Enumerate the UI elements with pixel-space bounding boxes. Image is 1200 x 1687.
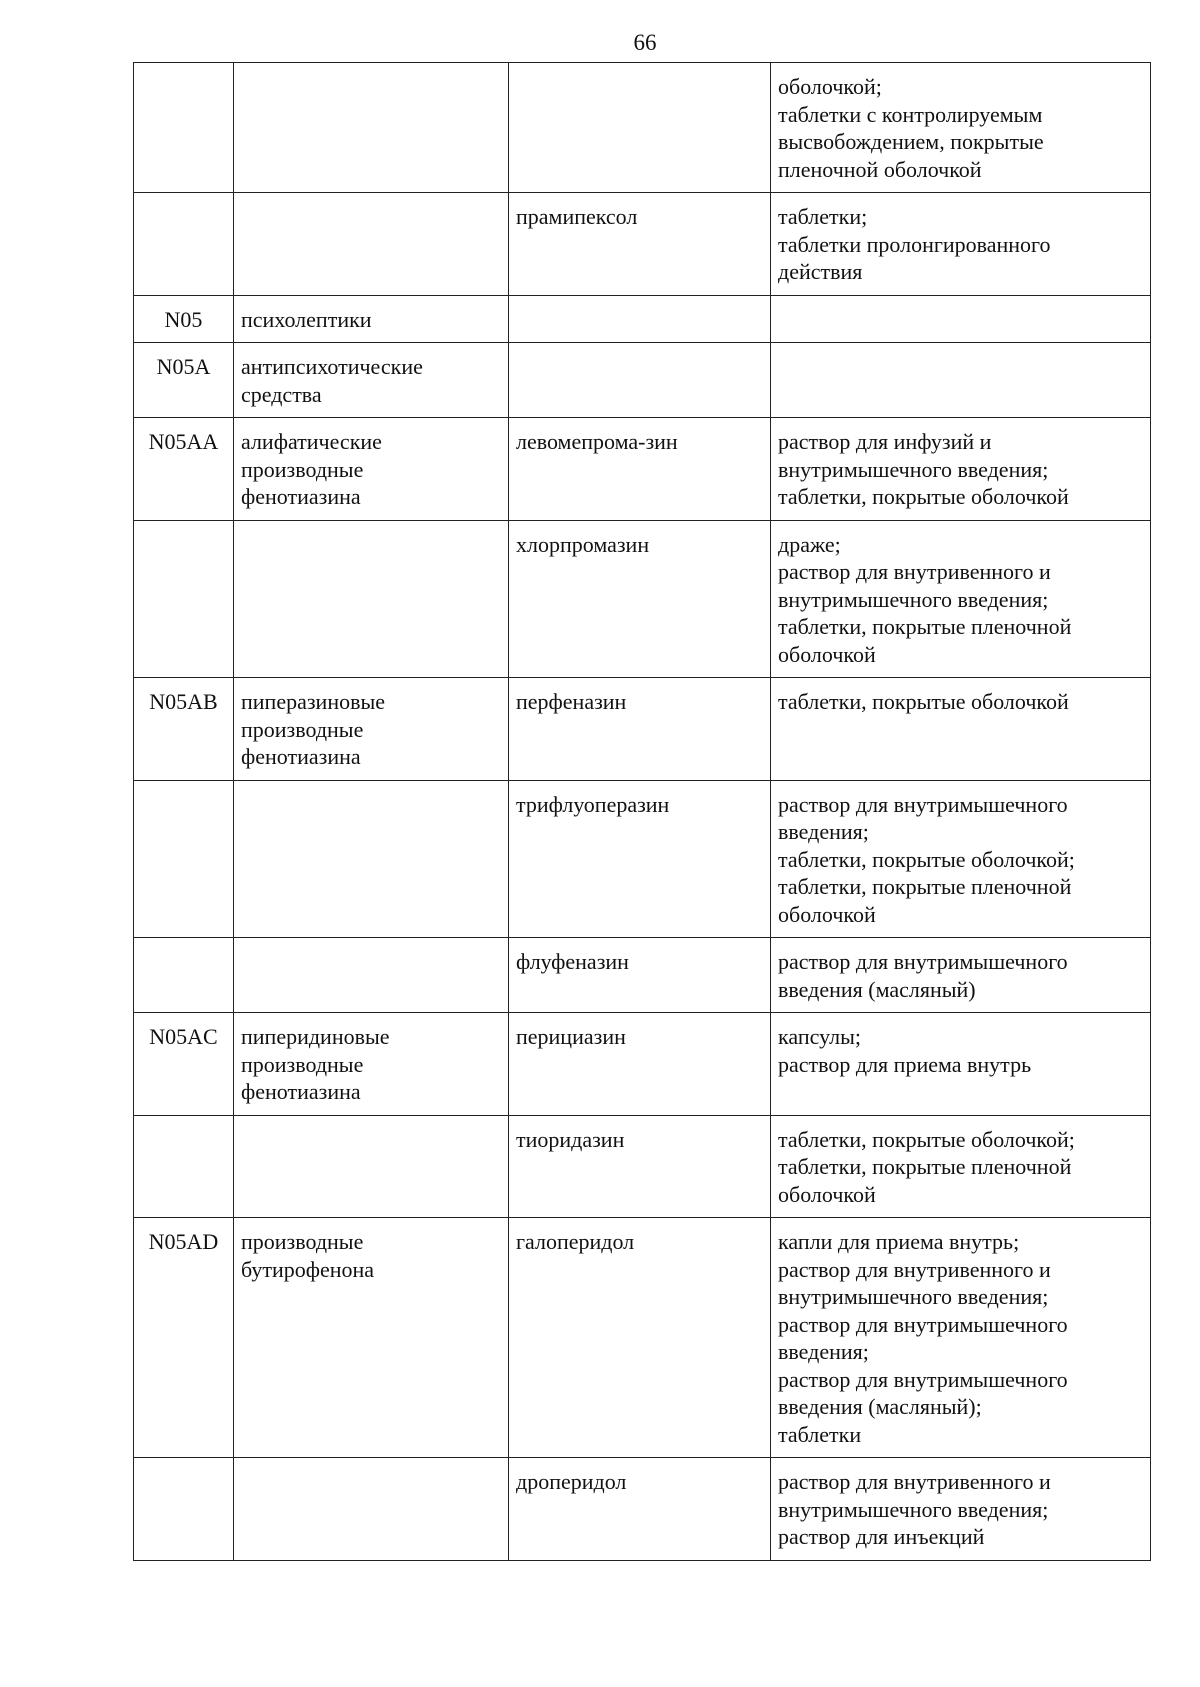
table-row — [134, 1013, 1151, 1116]
drug-name: тиоридазин — [516, 1126, 625, 1152]
dosage-form-line: раствор для внутривенного и — [778, 1256, 1051, 1282]
drug-name-cell — [509, 520, 771, 678]
dosage-form-line: капсулы; — [778, 1024, 861, 1049]
drug-name: трифлуоперазин — [516, 791, 670, 817]
atc-code: N05AA — [148, 429, 219, 454]
dosage-form-line: раствор для внутримышечного — [778, 791, 1068, 817]
atc-code: N05 — [164, 306, 203, 332]
dosage-form-line: внутримышечного введения; — [778, 456, 1049, 482]
dosage-forms-cell — [771, 1013, 1151, 1116]
atc-code-cell — [134, 1218, 234, 1458]
atc-code: N05AD — [148, 1229, 219, 1254]
anatomical-group-cell — [234, 780, 509, 938]
anatomical-group-cell — [234, 1013, 509, 1116]
anatomical-group-cell — [234, 343, 509, 418]
dosage-form-line: таблетки — [778, 1421, 862, 1447]
dosage-form-line: таблетки пролонгированного — [778, 231, 1051, 257]
atc-code-cell — [134, 678, 234, 781]
dosage-form-line: введения; — [778, 1339, 869, 1364]
dosage-form-line: раствор для внутримышечного — [778, 1311, 1068, 1337]
table-row — [134, 1115, 1151, 1218]
table-row — [134, 343, 1151, 418]
dosage-forms-cell — [771, 343, 1151, 418]
dosage-form-line: раствор для внутривенного и — [778, 559, 1051, 584]
drug-name: хлорпромазин — [516, 531, 650, 557]
table-row — [134, 63, 1151, 193]
group-name-line: производные — [241, 716, 364, 742]
anatomical-group-cell — [234, 678, 509, 781]
drug-table — [133, 62, 1151, 1561]
table-row — [134, 1218, 1151, 1458]
table-body — [134, 63, 1151, 1561]
dosage-forms-cell — [771, 63, 1151, 193]
drug-name-cell — [509, 678, 771, 781]
atc-code-cell — [134, 343, 234, 418]
drug-name-cell — [509, 938, 771, 1013]
table-row — [134, 1458, 1151, 1561]
drug-name-cell — [509, 1115, 771, 1218]
dosage-form-line: пленочной оболочкой — [778, 156, 982, 182]
dosage-form-line: введения (масляный); — [778, 1394, 982, 1419]
dosage-form-line: введения (масляный) — [778, 976, 976, 1002]
atc-code: N05AC — [149, 1024, 218, 1049]
drug-name-cell — [509, 1218, 771, 1458]
dosage-form-line: раствор для внутримышечного — [778, 1366, 1068, 1392]
drug-name-cell — [509, 418, 771, 521]
dosage-form-line: раствор для инфузий и — [778, 429, 992, 454]
anatomical-group-cell — [234, 1458, 509, 1561]
atc-code: N05A — [156, 354, 211, 379]
atc-code-cell — [134, 193, 234, 296]
dosage-form-line: раствор для внутримышечного — [778, 949, 1068, 974]
dosage-forms-cell — [771, 1218, 1151, 1458]
dosage-forms-cell — [771, 1115, 1151, 1218]
atc-code-cell — [134, 1458, 234, 1561]
anatomical-group-cell — [234, 520, 509, 678]
dosage-forms-cell — [771, 418, 1151, 521]
anatomical-group-cell — [234, 193, 509, 296]
dosage-forms-cell — [771, 193, 1151, 296]
anatomical-group-cell — [234, 1115, 509, 1218]
table-row — [134, 678, 1151, 781]
dosage-forms-cell — [771, 295, 1151, 343]
dosage-form-line: таблетки с контролируемым — [778, 101, 1043, 127]
drug-name: перфеназин — [516, 689, 627, 714]
group-name-line: средства — [241, 381, 322, 407]
dosage-form-line: действия — [778, 259, 863, 284]
table-row — [134, 520, 1151, 678]
atc-code-cell — [134, 938, 234, 1013]
dosage-form-line: таблетки, покрытые оболочкой — [778, 484, 1069, 509]
atc-code-cell — [134, 780, 234, 938]
dosage-forms-cell — [771, 780, 1151, 938]
anatomical-group-cell — [234, 938, 509, 1013]
table-row — [134, 938, 1151, 1013]
group-name-line: бутирофенона — [241, 1256, 375, 1282]
dosage-form-line: таблетки, покрытые пленочной — [778, 614, 1072, 639]
dosage-forms-cell — [771, 938, 1151, 1013]
dosage-form-line: раствор для инъекций — [778, 1524, 985, 1549]
drug-name: левомепрома-зин — [516, 429, 678, 454]
drug-name-cell — [509, 193, 771, 296]
atc-code-cell — [134, 1013, 234, 1116]
dosage-form-line: внутримышечного введения; — [778, 1496, 1049, 1522]
group-name-line: пиперидиновые — [241, 1024, 390, 1049]
dosage-form-line: таблетки, покрытые оболочкой — [778, 689, 1069, 714]
dosage-forms-cell — [771, 520, 1151, 678]
dosage-form-line: раствор для внутривенного и — [778, 1469, 1051, 1494]
drug-name-cell — [509, 343, 771, 418]
dosage-form-line: капли для приема внутрь; — [778, 1229, 1020, 1254]
dosage-form-line: раствор для приема внутрь — [778, 1051, 1032, 1077]
dosage-form-line: таблетки, покрытые оболочкой; — [778, 1126, 1075, 1152]
group-name-line: фенотиазина — [241, 484, 361, 509]
dosage-form-line: таблетки, покрытые пленочной — [778, 1154, 1072, 1179]
atc-code-cell — [134, 418, 234, 521]
page-number: 66 — [633, 30, 657, 55]
dosage-form-line: оболочкой — [778, 641, 876, 667]
drug-name: флуфеназин — [516, 949, 629, 974]
dosage-form-line: высвобождением, покрытые — [778, 129, 1044, 154]
table-row — [134, 193, 1151, 296]
drug-name-cell — [509, 295, 771, 343]
atc-code-cell — [134, 295, 234, 343]
drug-name-cell — [509, 63, 771, 193]
table-row — [134, 780, 1151, 938]
dosage-form-line: введения; — [778, 819, 869, 844]
atc-code-cell — [134, 1115, 234, 1218]
anatomical-group-cell — [234, 63, 509, 193]
dosage-forms-cell — [771, 1458, 1151, 1561]
atc-code-cell — [134, 63, 234, 193]
dosage-form-line: внутримышечного введения; — [778, 1284, 1049, 1309]
group-name-line: производные — [241, 1229, 364, 1254]
group-name-line: психолептики — [241, 306, 372, 332]
dosage-forms-cell — [771, 678, 1151, 781]
group-name-line: производные — [241, 1051, 364, 1077]
dosage-form-line: драже; — [778, 531, 841, 557]
drug-name: галоперидол — [516, 1229, 635, 1254]
drug-name-cell — [509, 780, 771, 938]
group-name-line: пиперазиновые — [241, 689, 386, 714]
dosage-form-line: таблетки, покрытые оболочкой; — [778, 846, 1075, 872]
table-row — [134, 295, 1151, 343]
atc-code: N05AB — [149, 689, 218, 714]
table-row — [134, 418, 1151, 521]
group-name-line: алифатические — [241, 429, 382, 454]
drug-name: перициазин — [516, 1024, 626, 1049]
anatomical-group-cell — [234, 418, 509, 521]
group-name-line: фенотиазина — [241, 1079, 361, 1104]
group-name-line: фенотиазина — [241, 744, 361, 769]
dosage-form-line: внутримышечного введения; — [778, 586, 1049, 612]
group-name-line: производные — [241, 456, 364, 482]
drug-name: прамипексол — [516, 204, 638, 229]
drug-name-cell — [509, 1013, 771, 1116]
drug-name: дроперидол — [516, 1469, 627, 1494]
anatomical-group-cell — [234, 1218, 509, 1458]
dosage-form-line: оболочкой; — [778, 74, 882, 99]
atc-code-cell — [134, 520, 234, 678]
dosage-form-line: таблетки; — [778, 204, 868, 229]
dosage-form-line: оболочкой — [778, 901, 876, 927]
group-name-line: антипсихотические — [241, 354, 423, 379]
dosage-form-line: таблетки, покрытые пленочной — [778, 874, 1072, 899]
anatomical-group-cell — [234, 295, 509, 343]
drug-name-cell — [509, 1458, 771, 1561]
dosage-form-line: оболочкой — [778, 1181, 876, 1207]
